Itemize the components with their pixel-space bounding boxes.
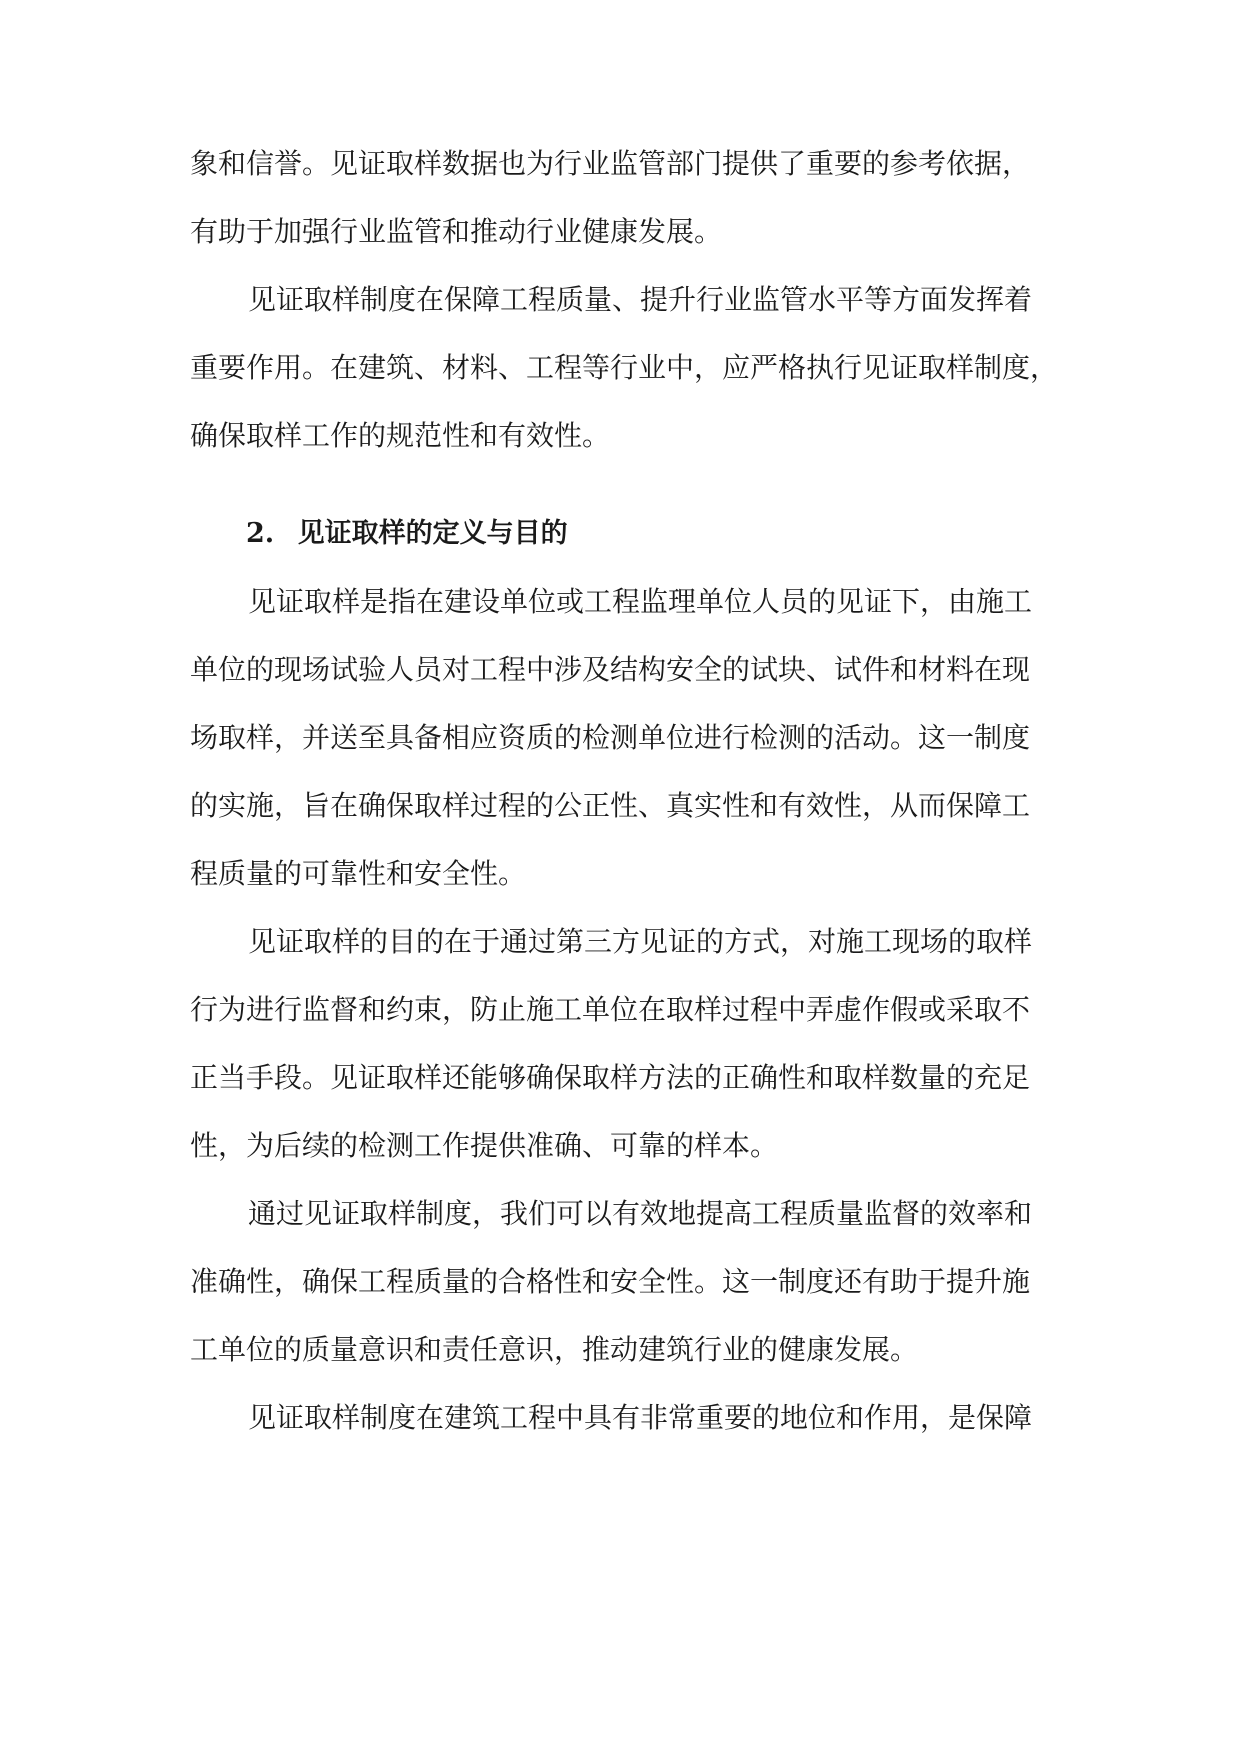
text-line: 性，为后续的检测工作提供准确、可靠的样本。 [190,1129,779,1162]
text-line: 确保取样工作的规范性和有效性。 [190,419,611,452]
paragraph-purpose [190,908,1060,1180]
paragraph-supervision [190,266,1060,470]
text-line: 程质量的可靠性和安全性。 [190,857,527,890]
text-line: 见证取样制度在建筑工程中具有非常重要的地位和作用，是保障 [248,1401,1033,1434]
paragraph-definition [190,568,1060,908]
text-line: 准确性，确保工程质量的合格性和安全性。这一制度还有助于提升施 [190,1265,1031,1298]
text-line: 见证取样的目的在于通过第三方见证的方式，对施工现场的取样 [248,925,1033,958]
text-line: 重要作用。在建筑、材料、工程等行业中，应严格执行见证取样制度， [190,351,1059,384]
paragraph-continuation [190,130,1060,266]
paragraph-effectiveness [190,1180,1060,1384]
text-line: 单位的现场试验人员对工程中涉及结构安全的试块、试件和材料在现 [190,653,1031,686]
section-heading [190,500,1060,568]
text-line: 工单位的质量意识和责任意识，推动建筑行业的健康发展。 [190,1333,919,1366]
section-number: 2. [246,518,275,549]
text-line: 正当手段。见证取样还能够确保取样方法的正确性和取样数量的充足 [190,1061,1031,1094]
paragraph-importance [190,1384,1060,1452]
text-line: 有助于加强行业监管和推动行业健康发展。 [190,215,723,248]
text-line: 象和信誉。见证取样数据也为行业监管部门提供了重要的参考依据， [190,147,1031,180]
text-line: 的实施，旨在确保取样过程的公正性、真实性和有效性，从而保障工 [190,789,1031,822]
text-line: 见证取样制度在保障工程质量、提升行业监管水平等方面发挥着 [248,283,1033,316]
document-page [190,130,1060,1452]
text-line: 场取样，并送至具备相应资质的检测单位进行检测的活动。这一制度 [190,721,1031,754]
section-title: 见证取样的定义与目的 [297,518,568,549]
text-line: 通过见证取样制度，我们可以有效地提高工程质量监督的效率和 [248,1197,1033,1230]
text-line: 行为进行监督和约束，防止施工单位在取样过程中弄虚作假或采取不 [190,993,1031,1026]
text-line: 见证取样是指在建设单位或工程监理单位人员的见证下，由施工 [248,585,1033,618]
